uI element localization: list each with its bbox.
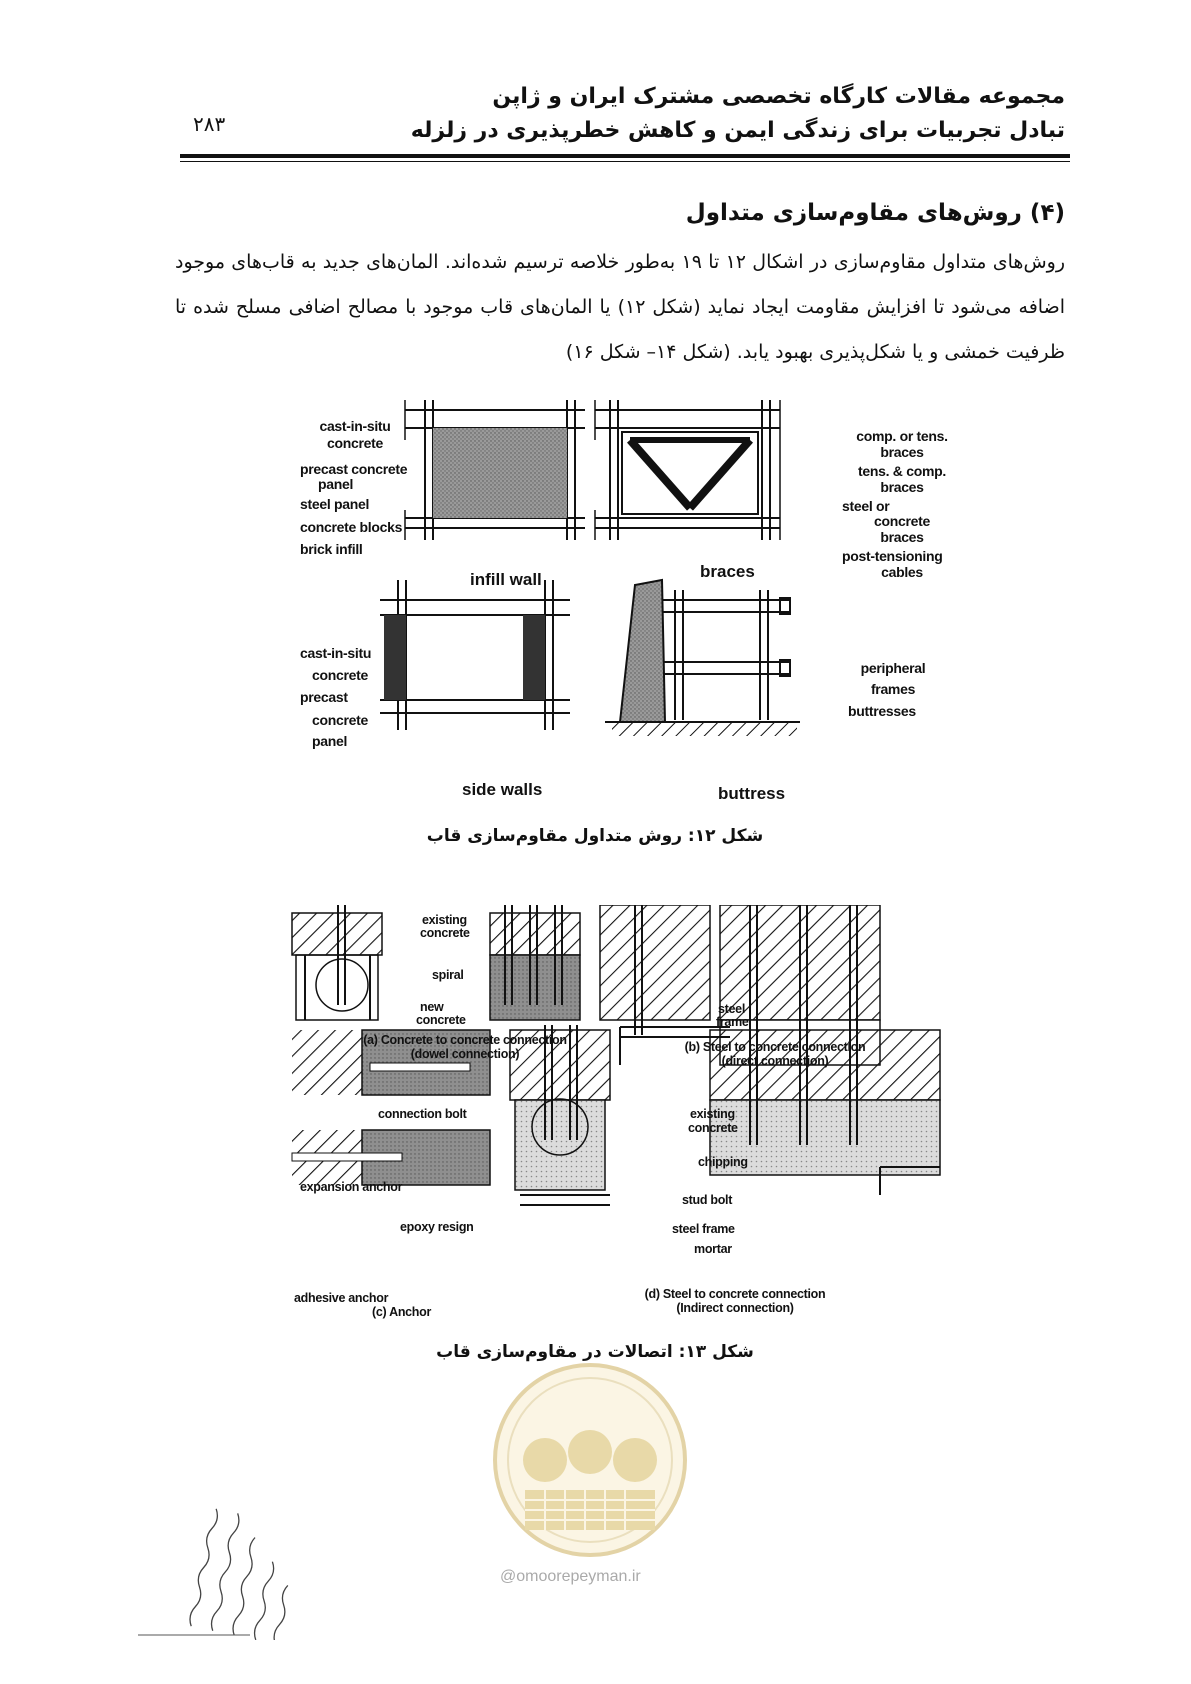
braces-label-9: cables <box>881 564 923 580</box>
braces-title: braces <box>700 562 755 581</box>
figure-13-caption: شکل ۱۳: اتصالات در مقاوم‌سازی قاب <box>436 1342 754 1362</box>
braces-label-2: braces <box>880 444 924 460</box>
buttress-title: buttress <box>718 784 786 803</box>
d-label-existing: existing <box>690 1107 735 1121</box>
d-label-steel-frame: steel frame <box>672 1222 735 1236</box>
d-label-chipping: chipping <box>698 1155 748 1169</box>
watermark-url: @omoorepeyman.ir <box>500 1568 641 1585</box>
d-caption-1: (d) Steel to concrete connection <box>644 1287 826 1301</box>
braces-label-5: steel or <box>842 498 890 514</box>
header-rule-thin <box>180 161 1070 162</box>
infill-panel <box>433 428 567 518</box>
side-wall-right <box>523 615 545 700</box>
c-label-expansion: expansion anchor <box>300 1180 403 1194</box>
a-label-new-concrete: concrete <box>416 1013 466 1027</box>
c-label-epoxy: epoxy resign <box>400 1220 474 1234</box>
a-caption-2: (dowel connection) <box>410 1047 520 1061</box>
c-label-adhesive: adhesive anchor <box>294 1291 389 1305</box>
a-label-concrete: concrete <box>420 926 470 940</box>
side-walls-title: side walls <box>462 780 543 799</box>
d-label-mortar: mortar <box>694 1242 732 1256</box>
buttress-wall <box>620 580 665 722</box>
infill-label-6: concrete blocks <box>300 519 403 535</box>
side-label-5: panel <box>312 733 348 749</box>
infill-label-4: panel <box>318 476 354 492</box>
a-label-existing: existing <box>422 913 467 927</box>
handwritten-stamp <box>130 1490 350 1640</box>
braces-label-1: comp. or tens. <box>856 428 948 444</box>
infill-label-2: concrete <box>327 435 383 451</box>
ground-hatch <box>612 722 797 736</box>
journal-title: مجموعه مقالات کارگاه تخصصی مشترک ایران و ژاپن <box>492 84 1065 109</box>
braces-label-4: braces <box>880 479 924 495</box>
section-paragraph: روش‌های متداول مقاوم‌سازی در اشکال ۱۲ تا ۱۹ به‌طور خلاصه ترسیم شده‌اند. المان‌های جدید به قاب‌های موجود اضافه می‌شود تا افزایش مقاومت ایجاد نماید (شکل ۱۲) یا المان‌های قاب موجود با مصالح اضافی مسلح شده تا ظرفیت خمشی و یا شکل‌پذیری بهبود یابد. (شکل ۱۴– شکل ۱۶) <box>175 251 1065 363</box>
side-label-3: precast <box>300 689 348 705</box>
buttress-label-3: buttresses <box>848 703 916 719</box>
d-label-stud: stud bolt <box>682 1193 733 1207</box>
side-label-4: concrete <box>312 712 368 728</box>
braces-frame <box>595 400 780 540</box>
buttress-label-2: frames <box>870 681 916 697</box>
buttress-frame <box>650 590 790 720</box>
side-label-2: concrete <box>312 667 368 683</box>
header-rule-thick <box>180 154 1070 158</box>
braces-label-6: concrete <box>874 513 930 529</box>
side-wall-left <box>384 615 406 700</box>
infill-label-5: steel panel <box>300 496 370 512</box>
a-label-new: new <box>420 1000 444 1014</box>
figure-12-caption: شکل ۱۲: روش متداول مقاوم‌سازی قاب <box>426 826 764 846</box>
infill-label-1: cast-in-situ <box>319 418 391 434</box>
a-label-spiral: spiral <box>432 968 464 982</box>
braces-label-3: tens. & comp. <box>858 463 946 479</box>
side-label-1: cast-in-situ <box>300 645 372 661</box>
infill-wall-title: infill wall <box>470 570 542 589</box>
d-label-concrete: concrete <box>688 1121 738 1135</box>
a-caption-1: (a) Concrete to concrete connection <box>363 1033 567 1047</box>
c-caption: (c) Anchor <box>372 1305 432 1319</box>
b-caption-2: (direct connection) <box>721 1054 829 1068</box>
section-heading: (۴) روش‌های مقاوم‌سازی متداول <box>685 200 1065 226</box>
b-label-steel: steel <box>718 1002 745 1016</box>
b-caption-1: (b) Steel to concrete connection <box>684 1040 866 1054</box>
c-label-bolt: connection bolt <box>378 1107 467 1121</box>
braces-label-7: braces <box>880 529 924 545</box>
infill-label-7: brick infill <box>300 541 363 557</box>
b-label-frame: frame <box>716 1015 749 1029</box>
watermark-seal <box>485 1360 695 1560</box>
page-number: ۲۸۳ <box>193 112 226 136</box>
braces-label-8: post-tensioning <box>842 548 943 564</box>
buttress-label-1: peripheral <box>860 660 926 676</box>
journal-subtitle: تبادل تجربیات برای زندگی ایمن و کاهش خطرپذیری در زلزله <box>410 118 1065 143</box>
infill-label-3: precast concrete <box>300 461 408 477</box>
d-caption-2: (Indirect connection) <box>676 1301 794 1315</box>
